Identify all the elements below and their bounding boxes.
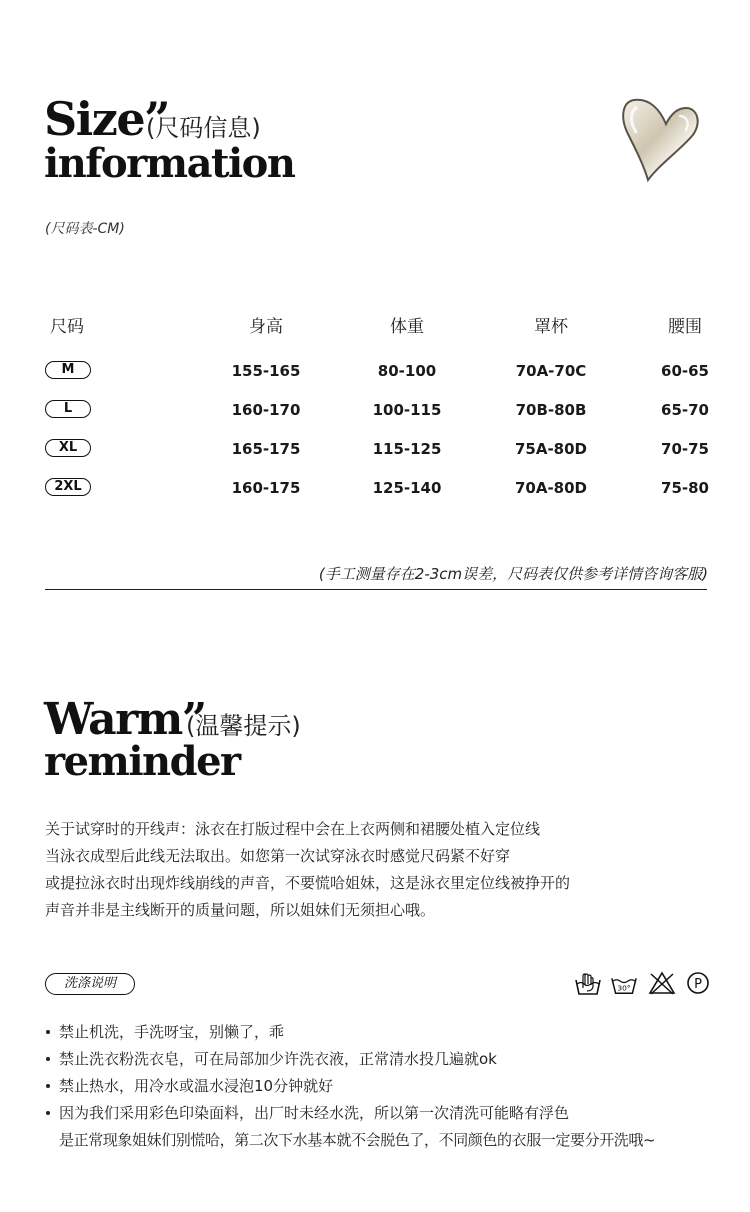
cell-cup: 75A-80D <box>514 440 588 458</box>
dry-clean-p-label: P <box>694 977 702 992</box>
header-weight: 体重 <box>390 317 424 337</box>
cell-weight: 100-115 <box>372 401 442 419</box>
header-size: 尺码 <box>50 317 84 337</box>
reminder-paragraph-line: 声音并非是主线断开的质量问题，所以姐妹们无须担心哦。 <box>45 901 436 919</box>
reminder-title-line1: Warm” <box>44 694 206 745</box>
divider <box>45 589 707 590</box>
cell-cup: 70A-70C <box>515 362 587 380</box>
dry-clean-p-icon <box>684 970 712 996</box>
bullet-dot <box>46 1030 50 1034</box>
reminder-title-cn: (温馨提示) <box>186 712 301 740</box>
washing-item: 因为我们采用彩色印染面料，出厂时未经水洗，所以第一次清洗可能略有浮色 <box>59 1104 570 1122</box>
size-badge: XL <box>45 439 91 457</box>
cell-height: 160-170 <box>231 401 301 419</box>
hand-wash-icon <box>574 970 602 996</box>
no-bleach-icon <box>648 970 676 996</box>
bullet-dot <box>46 1084 50 1088</box>
washing-instructions-badge: 洗涤说明 <box>45 973 135 995</box>
reminder-paragraph-line: 关于试穿时的开线声：泳衣在打版过程中会在上衣两侧和裙腰处植入定位线 <box>45 820 541 838</box>
measurement-note: (手工测量存在2-3cm误差，尺码表仅供参考详情咨询客服) <box>318 565 708 583</box>
header-cup: 罩杯 <box>534 317 568 337</box>
size-badge: M <box>45 361 91 379</box>
cell-height: 165-175 <box>231 440 301 458</box>
washing-item: 禁止洗衣粉洗衣皂，可在局部加少许洗衣液，正常清水投几遍就ok <box>59 1050 497 1068</box>
cell-height: 160-175 <box>231 479 301 497</box>
size-badge: 2XL <box>45 478 91 496</box>
size-title-cn: (尺码信息) <box>146 114 261 142</box>
size-title-line1: Size” <box>44 92 170 146</box>
bullet-dot <box>46 1111 50 1115</box>
reminder-paragraph-line: 或提拉泳衣时出现炸线崩线的声音，不要慌哈姐妹，这是泳衣里定位线被挣开的 <box>45 874 571 892</box>
cell-height: 155-165 <box>231 362 301 380</box>
wash-temp-label: 30° <box>617 983 631 993</box>
cell-weight: 115-125 <box>372 440 442 458</box>
reminder-title-line2: reminder <box>44 738 240 785</box>
header-height: 身高 <box>249 317 283 337</box>
cell-weight: 80-100 <box>377 362 437 380</box>
header-waist: 腰围 <box>668 317 702 337</box>
cell-cup: 70B-80B <box>515 401 587 419</box>
cell-waist: 75-80 <box>661 479 709 497</box>
washing-item: 禁止热水，用冷水或温水浸泡10分钟就好 <box>59 1077 334 1095</box>
washing-item: 禁止机洗，手洗呀宝，别懒了，乖 <box>59 1023 285 1041</box>
size-title-line2: information <box>44 140 295 187</box>
heart-logo-icon <box>620 94 702 184</box>
bullet-dot <box>46 1057 50 1061</box>
wash-30-icon <box>610 970 638 996</box>
cell-cup: 70A-80D <box>514 479 588 497</box>
washing-item-continuation: 是正常现象姐妹们别慌哈，第二次下水基本就不会脱色了，不同颜色的衣服一定要分开洗哦~ <box>59 1131 656 1149</box>
cell-waist: 70-75 <box>661 440 709 458</box>
cell-weight: 125-140 <box>372 479 442 497</box>
cell-waist: 65-70 <box>661 401 709 419</box>
cell-waist: 60-65 <box>661 362 709 380</box>
size-chart-subtitle: (尺码表-CM) <box>45 221 125 237</box>
size-badge: L <box>45 400 91 418</box>
reminder-paragraph-line: 当泳衣成型后此线无法取出。如您第一次试穿泳衣时感觉尺码紧不好穿 <box>45 847 511 865</box>
